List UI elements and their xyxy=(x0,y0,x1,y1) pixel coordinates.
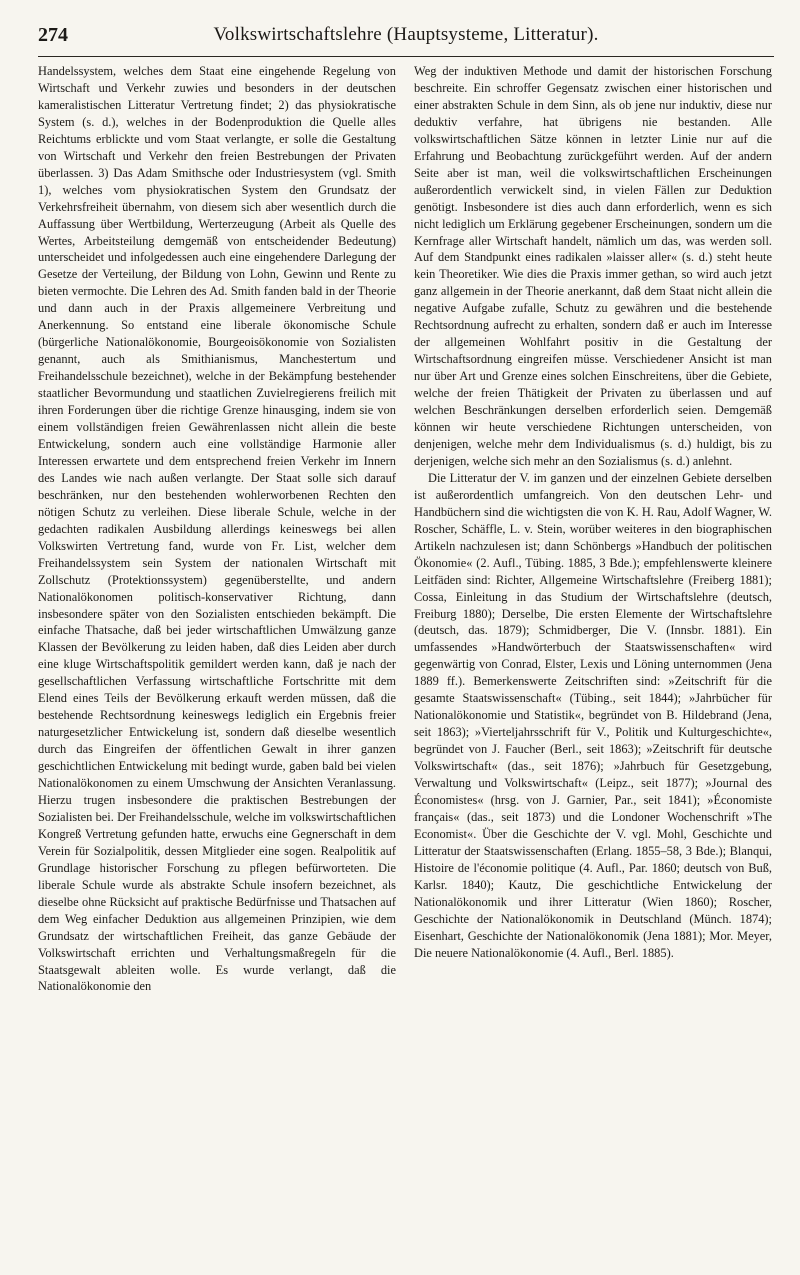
paragraph: Weg der induktiven Methode und damit der historischen Forschung beschreite. Ein schroffer Gegensatz zwischen einer historischen und einer abstrakten Schule in dem Sinn, als ob jene nur induktiv, diese nur deduktiv verfahre, hat übrigens nie bestanden. Alle volkswirtschaftlichen Sätze können in letzter Linie nur auf die Erfahrung und Beobachtung zurückgeführt werden. Auf der andern Seite aber ist man, weil die volkswirtschaftlichen Erscheinungen außerordentlich verwickelt sind, in vielen Fällen zur Deduktion genötigt. Insbesondere ist dies auch dann erforderlich, wenn es sich nicht lediglich um Erklärung gegebener Erscheinungen, sondern um die Kernfrage aller Wirtschaft handelt, nämlich um das, was werden soll. Auf dem Standpunkt eines radikalen »laisser aller« (s. d.) steht heute kein Theoretiker. Wie dies die Praxis immer gethan, so wird auch jetzt ganz allgemein in der Theorie anerkannt, daß dem Staat nicht allein die negative Aufgabe zufalle, Schutz zu gewähren und die bestehende Rechtsordnung aufrecht zu erhalten, sondern daß er auch im Interesse der allgemeinen Wohlfahrt positiv in die Gestaltung der Wirtschaftsordnung eingreifen müsse. Verschiedener Ansicht ist man nur über Art und Grenze eines solchen Einschreitens, über die Gebiete, welche der freien Thätigkeit der Privaten zu überlassen und auf welchen Beschränkungen derselben erforderlich seien. Demgemäß können wir heute verschiedene Richtungen unterscheiden, von denjenigen, welche mehr dem Individualismus (s. d.) huldigt, bis zu derjenigen, welche sich mehr an den Sozialismus (s. d.) anlehnt. xyxy=(414,64,772,468)
running-title: Volkswirtschaftslehre (Hauptsysteme, Litteratur). xyxy=(213,24,599,45)
text-columns xyxy=(38,63,774,995)
paragraph: Die Litteratur der V. im ganzen und der einzelnen Gebiete derselben ist außerordentlich umfangreich. Von den deutschen Lehr- und Handbüchern sind die wichtigsten die von K. H. Rau, Adolf Wagner, W. Roscher, Schäffle, L. v. Stein, worüber weiteres in den biographischen Artikeln nachzulesen ist; dann Schönbergs »Handbuch der politischen Ökonomie« (2. Aufl., Tübing. 1885, 3 Bde.); empfehlenswerte kleinere Leitfäden sind: Richter, Allgemeine Wirtschaftslehre (Freiberg 1881); Cossa, Einleitung in das Studium der Wirtschaftslehre (deutsch, Freiburg 1880); Derselbe, Die ersten Elemente der Wirtschaftslehre (deutsch, das. 1879); Schmidberger, Die V. (Innsbr. 1881). Ein umfassendes »Handwörterbuch der Staatswissenschaften« wird gegenwärtig von Conrad, Elster, Lexis und Löning unternommen (Jena 1889 ff.). Bemerkenswerte Zeitschriften sind: »Zeitschrift für die gesamte Staatswissenschaft« (Tübing., seit 1844); »Jahrbücher für Nationalökonomie und Statistik«, begründet von B. Hildebrand (Jena, seit 1863); »Vierteljahrsschrift für V., Politik und Kulturgeschichte«, begründet von J. Faucher (Berl., seit 1863); »Zeitschrift für deutsche Volkswirtschaft« (das., seit 1876); »Jahrbuch für Gesetzgebung, Verwaltung und Volkswirtschaft« (Leipz., seit 1877); »Journal des Économistes« (hrsg. von J. Garnier, Par., seit 1841); »Économiste français« (das., seit 1873) und die Londoner Wochenschrift »The Economist«. Über die Geschichte der V. vgl. Mohl, Geschichte und Litteratur der Staatswissenschaften (Erlang. 1855–58, 3 Bde.); Blanqui, Histoire de l'économie politique (4. Aufl., Par. 1860; deutsch von Buß, Karlsr. 1840); Kautz, Die geschichtliche Entwickelung der Nationalökonomik und ihrer Litteratur (Wien 1860); Roscher, Geschichte der Nationalökonomik in Deutschland (Münch. 1874); Eisenhart, Geschichte der Nationalökonomik (Jena 1881); Mor. Meyer, Die neuere Nationalökonomie (4. Aufl., Berl. 1885). xyxy=(414,470,772,960)
left-column xyxy=(38,63,396,995)
right-column xyxy=(414,63,772,995)
page-number: 274 xyxy=(38,24,68,46)
page-header xyxy=(38,22,774,57)
paragraph: Handelssystem, welches dem Staat eine eingehende Regelung von Wirtschaft und Verkehr zuwies und besonders in der deutschen kameralistischen Litteratur Vertretung findet; 2) das physiokratische System (s. d.), welches in der Bodenproduktion die Quelle alles Reichtums erblickte und vom Staat verlangte, er solle die Gestaltung von Wirtschaft und Verkehr den freien Bestrebungen der Privaten überlassen. 3) Das Adam Smithsche oder Industriesystem (vgl. Smith 1), welches vom physiokratischen System den Grundsatz der Verkehrsfreiheit übernahm, von diesem sich aber wesentlich durch die Auffassung über Wertbildung, Werterzeugung (Arbeit als Quelle des Wertes, Arbeitsteilung demgemäß von entscheidender Bedeutung) unterscheidet und infolgedessen auch eine eingehendere Darlegung der Gesetze der Verteilung, der Bildung von Lohn, Gewinn und Rente zu bieten vermochte. Die Lehren des Ad. Smith fanden bald in der Theorie und dann auch in der Praxis allgemeinere Verbreitung und Anerkennung. So entstand eine liberale ökonomische Schule (bürgerliche Nationalökonomie, Bourgeoisökonomie von Sozialisten genannt, auch als Smithianismus, Manchestertum und Freihandelsschule bezeichnet), welche in der Bekämpfung bestehender staatlicher Bevormundung und staatlichen Zuvielregierens freilich mit ihren Forderungen über die richtige Grenze hinausging, indem sie von einem vollständigen freien Gewährenlassen nicht allein die beste Entwickelung, sondern auch eine vollständige Harmonie aller Interessen erwartete und dem entsprechend freien Verkehr im Innern des Landes wie nach außen verlangte. Der Staat solle sich darauf beschränken, nur den bestehenden wohlerworbenen Rechten den nötigen Schutz zu verleihen. Diese liberale Schule, welche in der gedachten radikalen Ausbildung allerdings keineswegs bei allen Volkswirten Vertretung fand, wurde von Fr. List, welcher dem Freihandelssystem sein System der nationalen Wirtschaft mit Zollschutz (Protektionssystem) gegenüberstellte, und andern Nationalökonomen politisch-konservativer Richtung, dann insbesondere später von den Sozialisten entschieden bekämpft. Die einfache Thatsache, daß bei jeder wirtschaftlichen Umwälzung ganze Klassen der Bevölkerung zu leiden haben, daß dies Leiden aber durch eine kluge Wirtschaftspolitik gemildert werden kann, daß je nach der gesellschaftlichen Verfassung wirtschaftliche Fortschritte mit dem Elend eines Teils der Bevölkerung erkauft werden müssen, daß die bestehende Rechtsordnung keineswegs lediglich ein Ergebnis freier naturgesetzlicher Entwickelung ist, sondern daß dieselbe wesentlich durch das Eingreifen der öffentlichen Gewalt in ihrer ganzen geschichtlichen Entwickelung mit bedingt wurde, gaben bald bei vielen Nationalökonomen zu einem Umschwung der Ansichten Veranlassung. Hierzu trugen insbesondere die praktischen Bestrebungen der Sozialisten bei. Der Freihandelsschule, welche im volkswirtschaftlichen Kongreß Vertretung gefunden hatte, erwuchs eine Gegnerschaft in dem Verein für Sozialpolitik, dessen Mitglieder eine sogen. Realpolitik auf Grundlage historischer Forschung zu pflegen befürworteten. Die liberale Schule wurde als abstrakte Schule insofern bezeichnet, als dieselbe ohne Rücksicht auf praktische Bedürfnisse und Thatsachen auf dem Weg einfacher Deduktion aus allgemeinen Prinzipien, wie dem Grundsatz der wirtschaftlichen Freiheit, das ganze Gebäude der Volkswirtschaft errichten und Verhaltungsmaßregeln für die Staatsgewalt ableiten wolle. Es wurde verlangt, daß die Nationalökonomie den xyxy=(38,64,396,994)
